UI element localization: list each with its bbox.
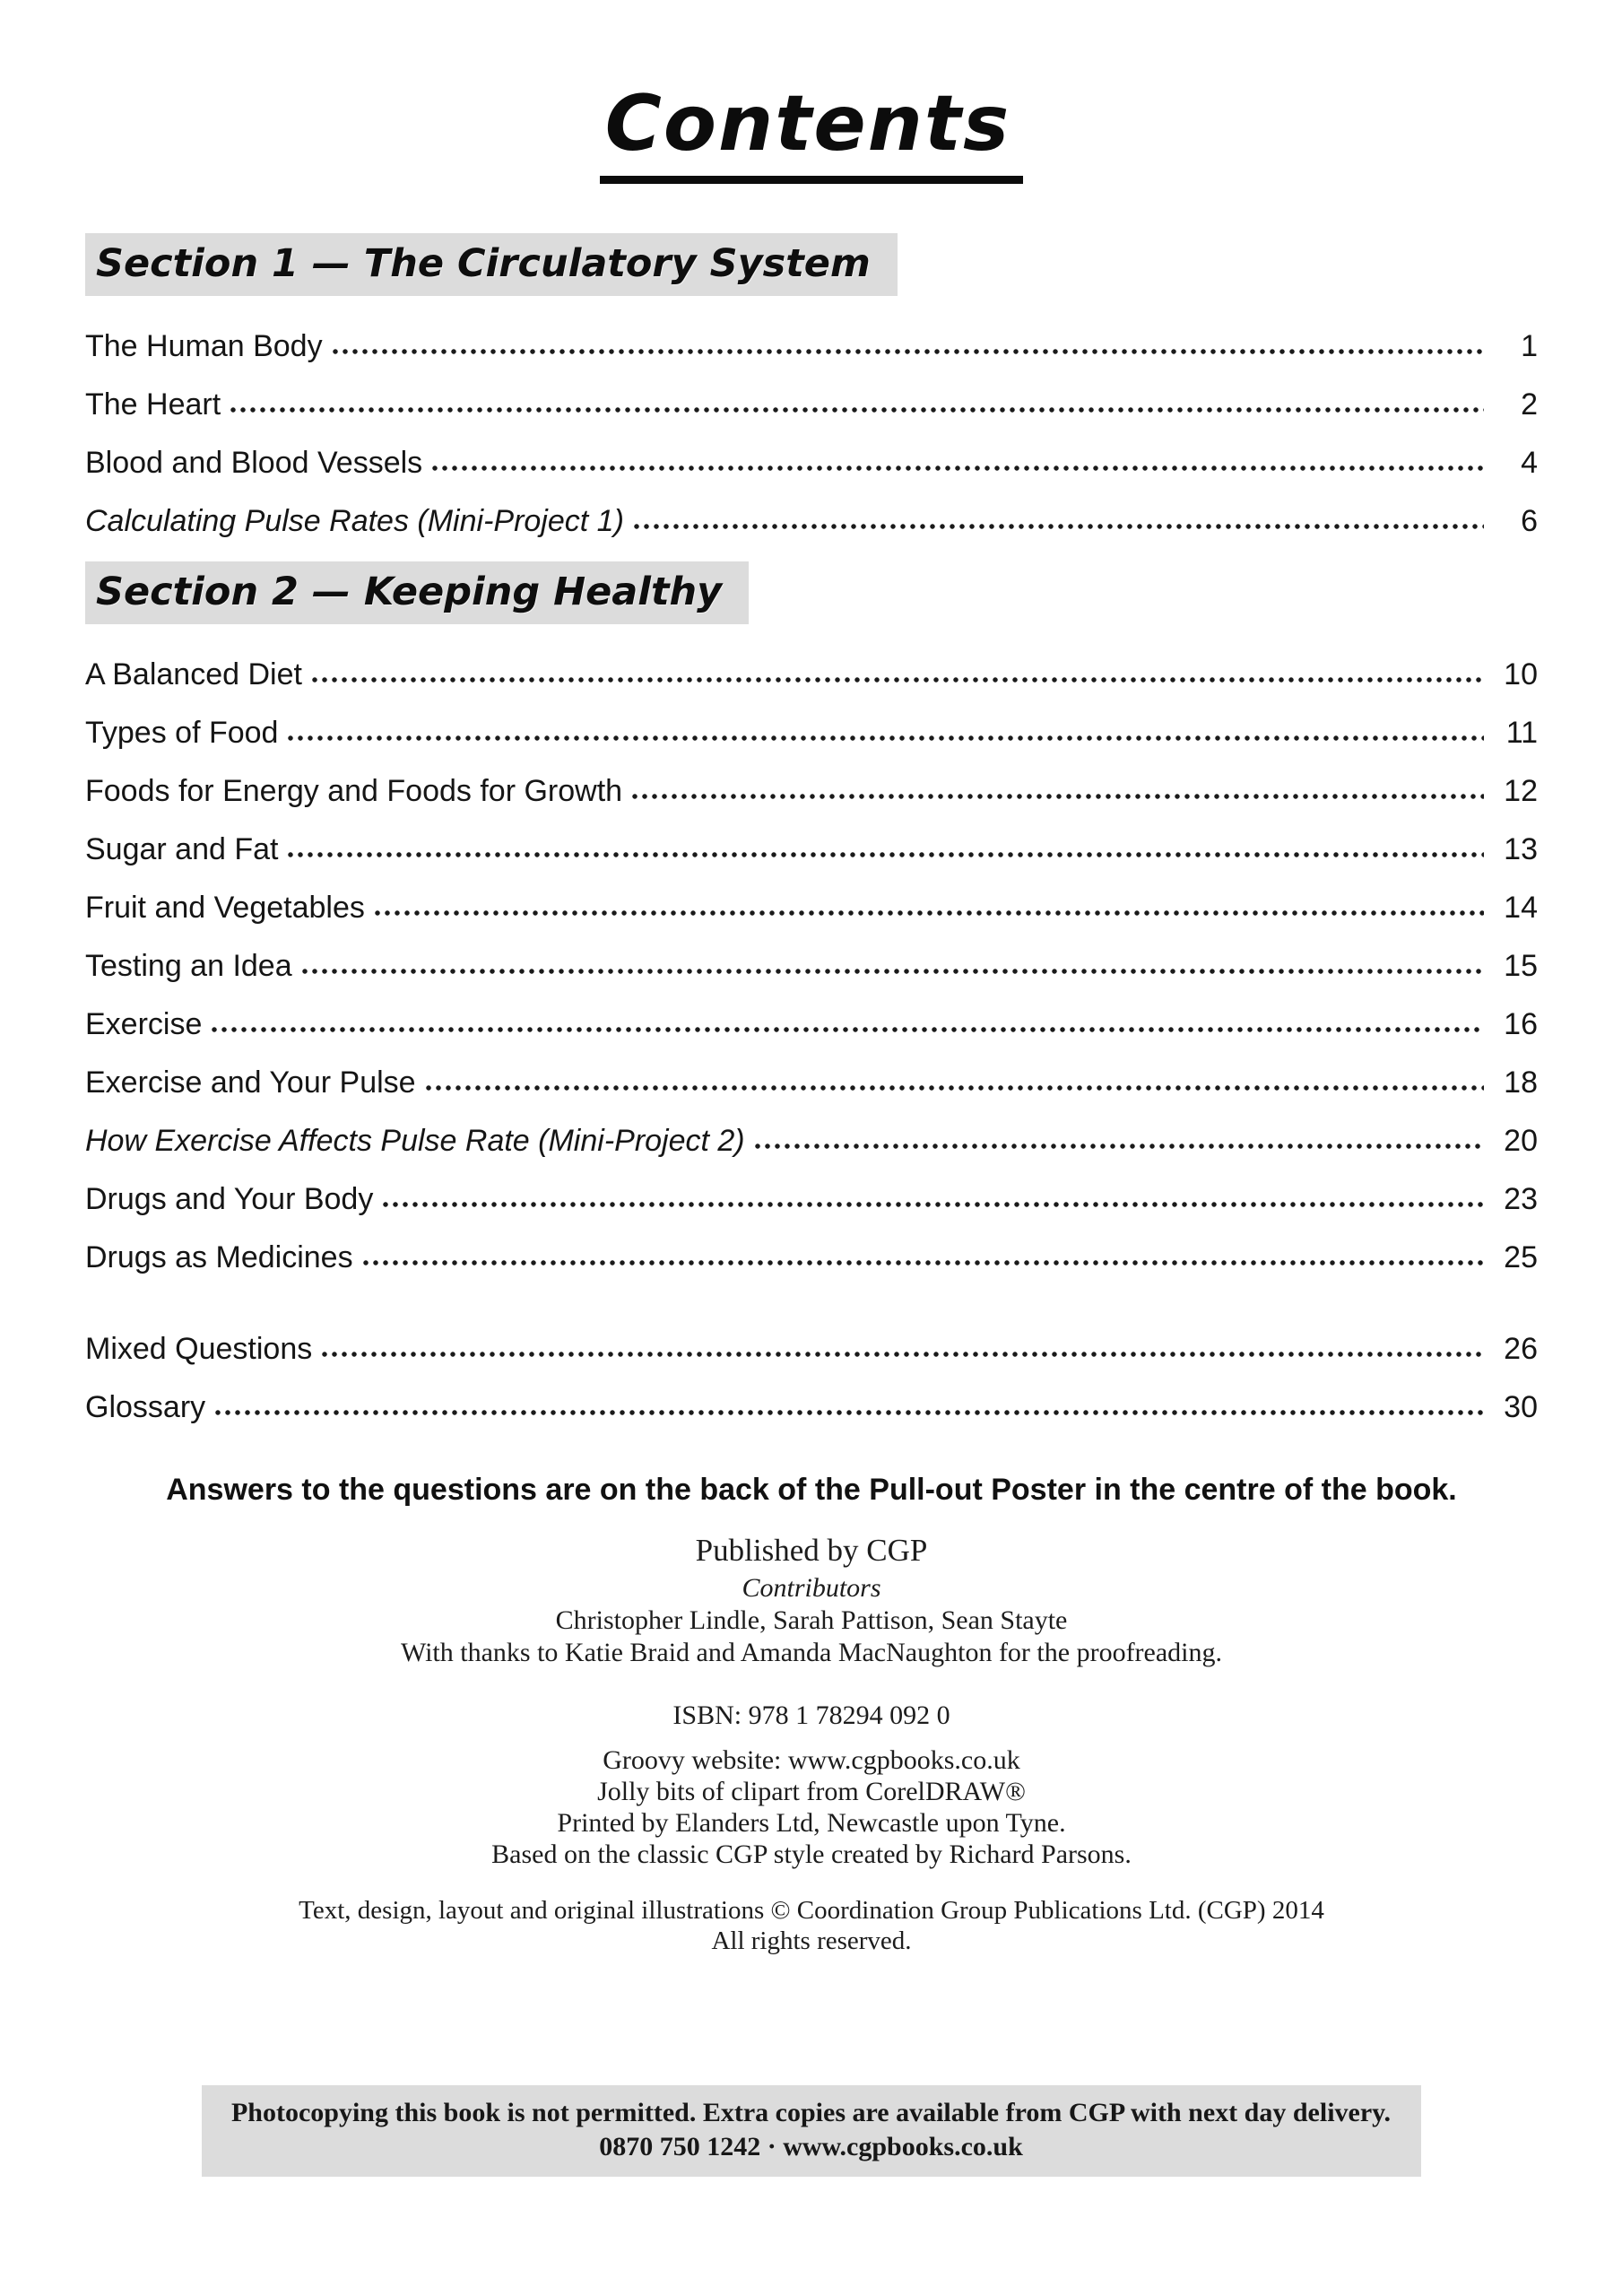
contributors-heading: Contributors xyxy=(742,1573,881,1603)
dot-leader xyxy=(321,1351,1484,1359)
toc-entry-page: 6 xyxy=(1521,504,1538,538)
dot-leader xyxy=(631,793,1484,801)
toc-entry-page: 18 xyxy=(1504,1065,1538,1100)
toc-row xyxy=(85,1239,1538,1275)
toc-row xyxy=(85,948,1538,984)
toc-row xyxy=(85,773,1538,809)
toc-entry-page: 14 xyxy=(1504,891,1538,925)
published-by: Published by CGP xyxy=(695,1533,928,1568)
toc-entry-page: 12 xyxy=(1504,774,1538,808)
toc-row xyxy=(85,1331,1538,1367)
toc-entry-title: How Exercise Affects Pulse Rate (Mini-Project 2) xyxy=(85,1124,745,1158)
dot-leader xyxy=(633,523,1484,531)
dot-leader xyxy=(311,676,1484,684)
dot-leader xyxy=(287,735,1484,743)
printed-line: Printed by Elanders Ltd, Newcastle upon Tyne. xyxy=(557,1808,1066,1838)
dot-leader xyxy=(431,465,1484,473)
toc-entry-page: 13 xyxy=(1504,832,1538,866)
section-1-rows xyxy=(85,328,1538,539)
photocopying-notice-line2: 0870 750 1242 · www.cgpbooks.co.uk xyxy=(599,2132,1023,2161)
toc-entry-title: Testing an Idea xyxy=(85,949,292,983)
rights-line: All rights reserved. xyxy=(711,1926,912,1955)
toc-entry-title: Mixed Questions xyxy=(85,1332,313,1366)
toc-row xyxy=(85,328,1538,364)
dot-leader xyxy=(425,1084,1484,1092)
toc-entry-title: Drugs and Your Body xyxy=(85,1182,374,1216)
toc-entry-title: Types of Food xyxy=(85,716,279,750)
toc-entry-page: 23 xyxy=(1504,1182,1538,1216)
toc-entry-title: A Balanced Diet xyxy=(85,657,302,691)
toc-entry-title: Foods for Energy and Foods for Growth xyxy=(85,774,623,808)
copyright-line: Text, design, layout and original illustrations © Coordination Group Publications Ltd. (CGP) 2014 xyxy=(299,1896,1324,1925)
proofreading-thanks: With thanks to Katie Braid and Amanda MacNaughton for the proofreading. xyxy=(400,1638,1223,1667)
dot-leader xyxy=(287,851,1484,859)
photocopying-notice-box xyxy=(202,2085,1421,2177)
toc-row xyxy=(85,1181,1538,1217)
toc-row xyxy=(85,1006,1538,1042)
section-2-rows xyxy=(85,657,1538,1275)
section-2-heading: Section 2 — Keeping Healthy xyxy=(85,561,749,624)
dot-leader xyxy=(214,1409,1484,1417)
isbn: ISBN: 978 1 78294 092 0 xyxy=(672,1700,950,1730)
dot-leader xyxy=(382,1201,1484,1209)
toc-entry-page: 26 xyxy=(1504,1332,1538,1366)
toc-section-1 xyxy=(85,233,1538,539)
section-1-heading: Section 1 — The Circulatory System xyxy=(85,233,898,296)
toc-row xyxy=(85,1123,1538,1159)
toc-entry-page: 30 xyxy=(1504,1390,1538,1424)
toc-entry-title: Exercise xyxy=(85,1007,203,1041)
colophon xyxy=(85,1533,1538,1956)
toc-entry-title: Calculating Pulse Rates (Mini-Project 1) xyxy=(85,504,624,538)
page-title: Contents xyxy=(600,79,1023,184)
toc-section-2 xyxy=(85,561,1538,1275)
toc-row xyxy=(85,387,1538,422)
website-line: Groovy website: www.cgpbooks.co.uk xyxy=(603,1745,1020,1775)
toc-entry-title: Glossary xyxy=(85,1390,206,1424)
dot-leader xyxy=(332,348,1484,356)
toc-entry-page: 10 xyxy=(1504,657,1538,691)
toc-row xyxy=(85,715,1538,751)
toc-entry-title: The Heart xyxy=(85,387,221,422)
toc-row xyxy=(85,657,1538,692)
clipart-line: Jolly bits of clipart from CorelDRAW® xyxy=(597,1777,1026,1806)
toc-entry-page: 16 xyxy=(1504,1007,1538,1041)
toc-entry-page: 2 xyxy=(1521,387,1538,422)
dot-leader xyxy=(230,406,1484,414)
toc-entry-page: 11 xyxy=(1505,716,1538,750)
dot-leader xyxy=(374,909,1484,918)
toc-row xyxy=(85,831,1538,867)
toc-entry-page: 25 xyxy=(1504,1240,1538,1274)
contributors-names: Christopher Lindle, Sarah Pattison, Sean Stayte xyxy=(555,1605,1068,1635)
section-1-header-wrap xyxy=(85,233,1538,296)
toc-row xyxy=(85,890,1538,926)
toc-entry-page: 4 xyxy=(1521,446,1538,480)
toc-entry-page: 20 xyxy=(1504,1124,1538,1158)
toc-row xyxy=(85,503,1538,539)
based-on-line: Based on the classic CGP style created by Richard Parsons. xyxy=(491,1839,1132,1869)
toc-entry-title: Sugar and Fat xyxy=(85,832,279,866)
toc-row xyxy=(85,445,1538,481)
toc-entry-title: Exercise and Your Pulse xyxy=(85,1065,416,1100)
toc-row xyxy=(85,1389,1538,1425)
toc-entry-title: The Human Body xyxy=(85,329,323,363)
dot-leader xyxy=(211,1026,1484,1034)
colophon-details xyxy=(85,1744,1538,1870)
dot-leader xyxy=(362,1259,1484,1267)
toc-row xyxy=(85,1065,1538,1100)
toc-entry-title: Blood and Blood Vessels xyxy=(85,446,423,480)
section-2-header-wrap xyxy=(85,561,1538,624)
answers-note: Answers to the questions are on the back of the Pull-out Poster in the centre of the book. xyxy=(166,1473,1457,1507)
toc-entry-page: 1 xyxy=(1521,329,1538,363)
dot-leader xyxy=(754,1143,1484,1151)
toc-entry-title: Drugs as Medicines xyxy=(85,1240,353,1274)
title-wrap xyxy=(85,79,1538,184)
end-matter-rows xyxy=(85,1331,1538,1425)
toc-entry-title: Fruit and Vegetables xyxy=(85,891,365,925)
dot-leader xyxy=(301,968,1484,976)
toc-entry-page: 15 xyxy=(1504,949,1538,983)
photocopying-notice-line1: Photocopying this book is not permitted. Extra copies are available from CGP with next day delivery. xyxy=(230,2098,1392,2127)
